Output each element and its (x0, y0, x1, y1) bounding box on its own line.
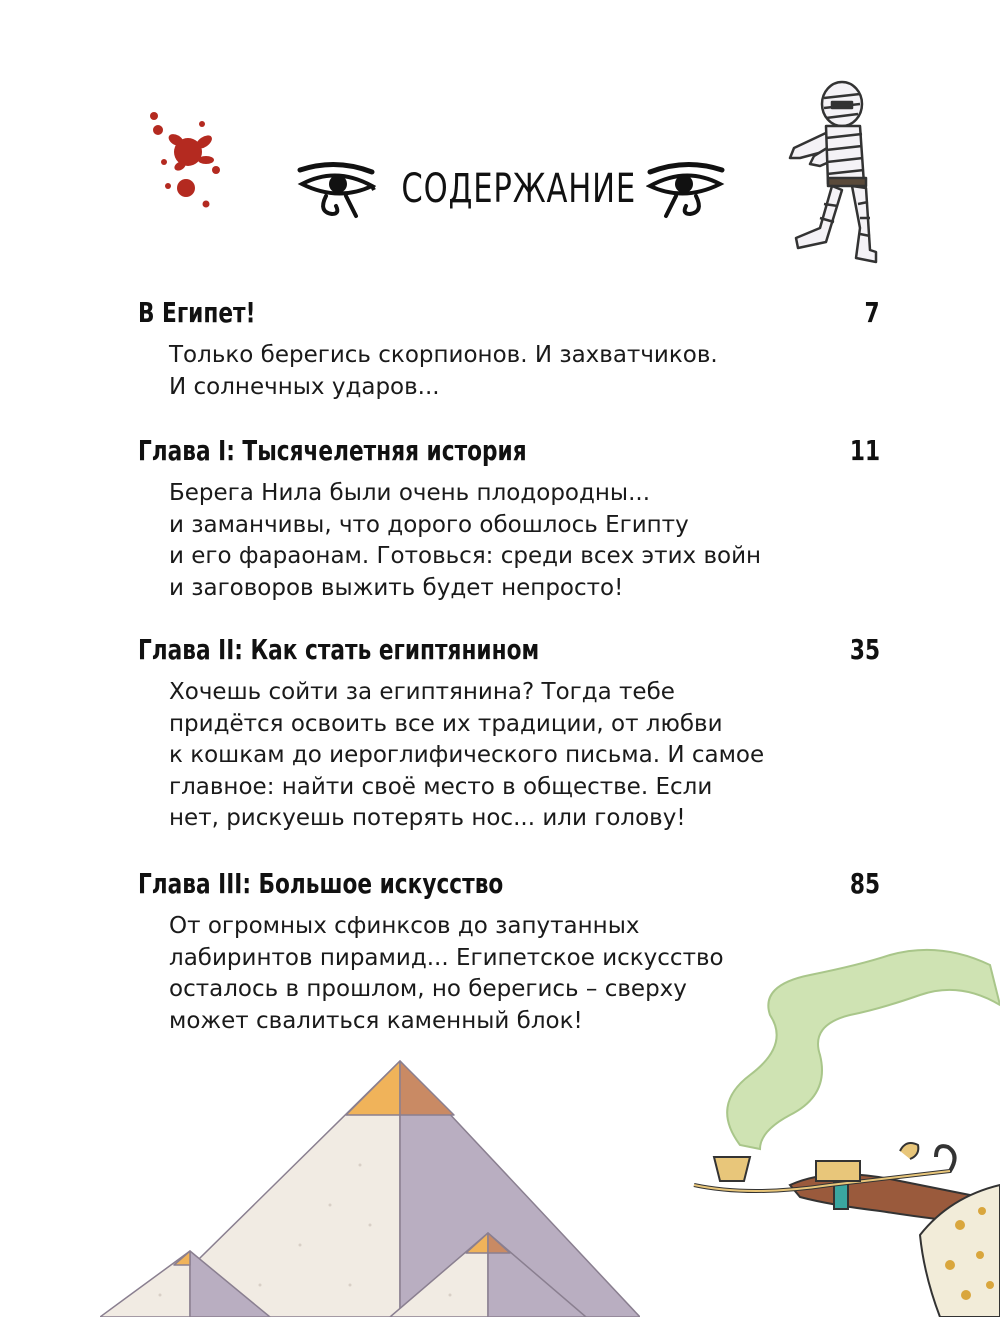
description-line: придётся освоить все их традиции, от любви (169, 710, 723, 737)
description-line: к кошкам до иероглифического письма. И самое (169, 742, 765, 768)
description-line: и его фараонам. Готовься: среди всех этих войн (169, 543, 762, 569)
description-line: И солнечных ударов... (169, 373, 440, 400)
section-description (169, 677, 880, 835)
toc-section-chapter-2 (138, 633, 880, 835)
description-line: может свалиться каменный блок! (169, 1007, 583, 1034)
description-line: Хочешь сойти за египтянина? Тогда тебе (169, 679, 675, 705)
description-line: Берега Нила были очень плодородны... (169, 480, 651, 506)
description-line: главное: найти своё место в обществе. Если (169, 773, 713, 800)
pyramids-illustration (100, 1055, 640, 1317)
section-page-number[interactable]: 7 (864, 296, 880, 329)
section-description (169, 478, 880, 604)
section-title[interactable]: Глава III: Большое искусство (138, 867, 504, 900)
description-line: Только берегись скорпионов. И захватчиков. (169, 342, 718, 368)
eye-of-horus-left-icon (296, 160, 376, 220)
page-title: СОДЕРЖАНИЕ (401, 166, 637, 212)
incense-offering-illustration (690, 935, 1000, 1317)
section-page-number[interactable]: 85 (849, 867, 880, 900)
section-title[interactable]: Глава I: Тысячелетняя история (138, 434, 527, 467)
title-row (296, 160, 726, 220)
description-line: лабиринтов пирамид... Египетское искусство (169, 944, 724, 971)
toc-section-intro (138, 296, 880, 403)
description-line: и заговоров выжить будет непросто! (169, 574, 624, 601)
description-line: и заманчивы, что дорого обошлось Египту (169, 511, 689, 538)
mummy-illustration (780, 78, 900, 268)
section-page-number[interactable]: 35 (849, 633, 880, 666)
description-line: нет, рискуешь потерять нос... или голову! (169, 805, 686, 831)
section-description (169, 340, 880, 403)
description-line: От огромных сфинксов до запутанных (169, 913, 640, 939)
blood-splatter-icon (140, 104, 230, 214)
toc-section-chapter-1 (138, 434, 880, 604)
section-title[interactable]: Глава II: Как стать египтянином (138, 633, 540, 666)
eye-of-horus-right-icon (646, 160, 726, 220)
section-title[interactable]: В Египет! (138, 296, 256, 329)
section-page-number[interactable]: 11 (849, 434, 880, 467)
description-line: осталось в прошлом, но берегись – сверху (169, 976, 687, 1002)
